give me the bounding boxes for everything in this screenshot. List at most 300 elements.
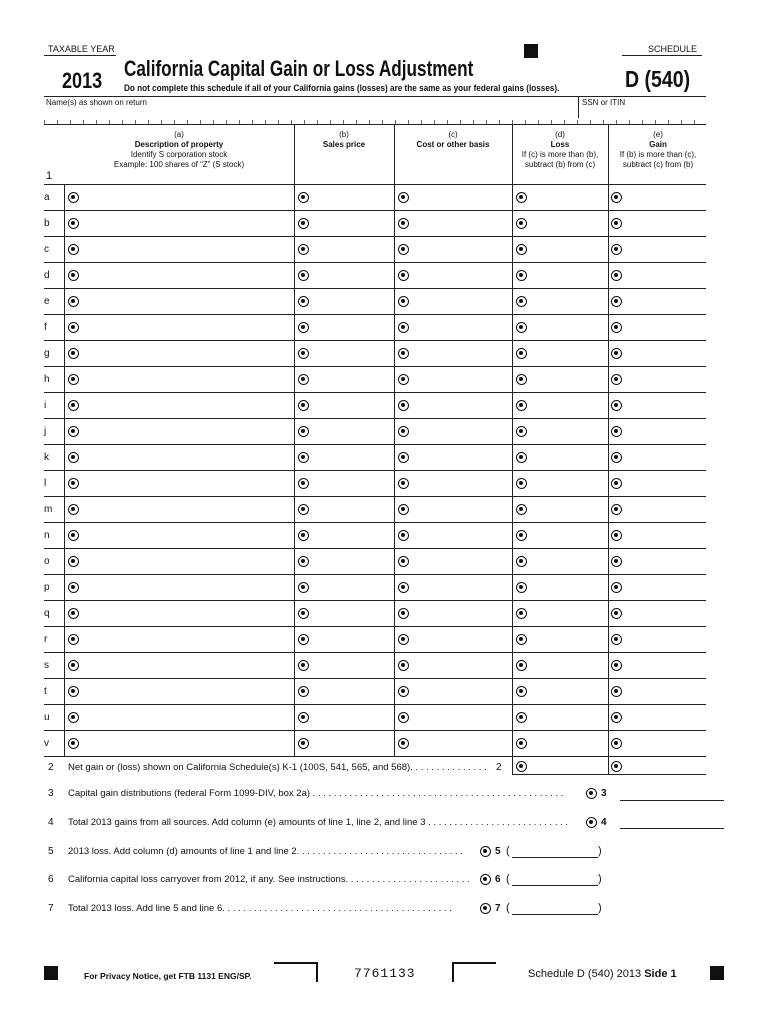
field-bullet-icon <box>68 478 79 489</box>
gain-field[interactable] <box>627 736 706 750</box>
cost-basis-field[interactable] <box>414 294 510 308</box>
gain-field[interactable] <box>627 502 706 516</box>
field-bullet-icon <box>611 556 622 567</box>
tick-mark <box>681 120 682 124</box>
tick-mark <box>239 120 240 124</box>
loss-field[interactable] <box>532 372 606 386</box>
column-divider <box>608 704 609 730</box>
cost-basis-field[interactable] <box>414 424 510 438</box>
column-divider <box>608 574 609 600</box>
loss-field[interactable] <box>532 502 606 516</box>
column-divider <box>64 418 65 444</box>
cost-basis-field[interactable] <box>414 580 510 594</box>
column-divider <box>512 210 513 236</box>
gain-field[interactable] <box>627 580 706 594</box>
tick-mark <box>460 120 461 124</box>
field-bullet-icon <box>68 426 79 437</box>
column-divider <box>394 288 395 314</box>
line-6-field[interactable] <box>512 872 598 886</box>
cost-basis-field[interactable] <box>414 736 510 750</box>
privacy-notice: For Privacy Notice, get FTB 1131 ENG/SP. <box>84 971 252 981</box>
sales-price-field[interactable] <box>314 294 392 308</box>
column-divider <box>64 262 65 288</box>
field-bullet-icon <box>68 556 79 567</box>
ssn-label: SSN or ITIN <box>582 98 626 107</box>
description-field[interactable] <box>84 580 290 594</box>
row-letter: l <box>44 478 47 489</box>
tick-mark <box>655 120 656 124</box>
cost-basis-field[interactable] <box>414 320 510 334</box>
row-letter: k <box>44 452 49 463</box>
column-divider <box>294 678 295 704</box>
column-divider <box>608 366 609 392</box>
sales-price-field[interactable] <box>314 372 392 386</box>
column-divider <box>608 678 609 704</box>
row-letter: r <box>44 634 48 645</box>
column-divider <box>394 392 395 418</box>
sales-price-field[interactable] <box>314 242 392 256</box>
sales-price-field[interactable] <box>314 528 392 542</box>
column-divider <box>64 236 65 262</box>
column-divider <box>394 418 395 444</box>
field-bullet-icon <box>298 192 309 203</box>
loss-field[interactable] <box>532 320 606 334</box>
field-bullet-icon <box>68 452 79 463</box>
tick-mark <box>44 120 45 124</box>
field-bullet-icon <box>611 660 622 671</box>
sales-price-field[interactable] <box>314 580 392 594</box>
field-bullet-icon <box>516 192 527 203</box>
description-field[interactable] <box>84 190 290 204</box>
field-bullet-icon <box>68 712 79 723</box>
line-7-open-paren: ( <box>506 902 510 914</box>
column-divider <box>512 236 513 262</box>
column-divider <box>294 314 295 340</box>
gain-field[interactable] <box>627 528 706 542</box>
column-divider <box>608 600 609 626</box>
sales-price-field[interactable] <box>314 346 392 360</box>
gain-field[interactable] <box>627 346 706 360</box>
gain-field[interactable] <box>627 320 706 334</box>
sales-price-field[interactable] <box>314 424 392 438</box>
field-bullet-icon <box>298 296 309 307</box>
field-bullet-icon <box>298 270 309 281</box>
loss-field[interactable] <box>532 398 606 412</box>
column-divider <box>64 314 65 340</box>
gain-field[interactable] <box>627 372 706 386</box>
loss-field[interactable] <box>532 242 606 256</box>
col-d-header: (d) Loss If (c) is more than (b), subtract (b) from (c) <box>521 130 599 169</box>
cost-basis-field[interactable] <box>414 216 510 230</box>
line-7-close-paren: ) <box>598 902 602 914</box>
cost-basis-field[interactable] <box>414 658 510 672</box>
column-divider <box>294 210 295 236</box>
gain-field[interactable] <box>627 216 706 230</box>
field-bullet-icon <box>516 712 527 723</box>
sales-price-field[interactable] <box>314 320 392 334</box>
column-divider <box>394 314 395 340</box>
line-5-open-paren: ( <box>506 845 510 857</box>
column-divider <box>512 730 513 756</box>
column-divider <box>394 262 395 288</box>
tick-mark <box>148 120 149 124</box>
description-field[interactable] <box>84 450 290 464</box>
field-bullet-icon <box>611 400 622 411</box>
column-divider <box>294 340 295 366</box>
column-divider <box>294 418 295 444</box>
column-divider <box>394 184 395 210</box>
field-bullet-icon <box>516 218 527 229</box>
tick-mark <box>161 120 162 124</box>
sales-price-field[interactable] <box>314 216 392 230</box>
table-row <box>0 340 770 366</box>
column-divider <box>394 340 395 366</box>
column-divider <box>64 574 65 600</box>
field-bullet-icon <box>298 660 309 671</box>
field-bullet-icon <box>398 686 409 697</box>
field-bullet-icon <box>611 452 622 463</box>
column-divider <box>394 678 395 704</box>
line-7-box-number: 7 <box>495 903 501 914</box>
field-bullet-icon <box>298 582 309 593</box>
description-field[interactable] <box>84 372 290 386</box>
loss-field[interactable] <box>532 684 606 698</box>
column-divider <box>394 626 395 652</box>
column-divider <box>394 496 395 522</box>
table-row <box>0 392 770 418</box>
gain-field[interactable] <box>627 450 706 464</box>
field-bullet-icon <box>68 608 79 619</box>
field-bullet-icon <box>68 322 79 333</box>
tick-mark <box>70 120 71 124</box>
sales-price-field[interactable] <box>314 476 392 490</box>
description-field[interactable] <box>84 606 290 620</box>
tick-mark <box>57 120 58 124</box>
tick-mark <box>577 120 578 124</box>
col-a-header: (a) Description of property Identify S corporation stock Example: 100 shares of “Z” (S stock) <box>113 130 245 169</box>
table-row <box>0 704 770 730</box>
column-divider <box>64 704 65 730</box>
gain-field[interactable] <box>627 294 706 308</box>
line-2-loss-bullet <box>516 761 527 772</box>
row-letter: a <box>44 192 50 203</box>
cost-basis-field[interactable] <box>414 554 510 568</box>
sales-price-field[interactable] <box>314 190 392 204</box>
cost-basis-field[interactable] <box>414 606 510 620</box>
names-label: Name(s) as shown on return <box>46 98 147 107</box>
description-field[interactable] <box>84 242 290 256</box>
field-bullet-icon <box>516 608 527 619</box>
table-row <box>0 652 770 678</box>
description-field[interactable] <box>84 502 290 516</box>
row-letter: h <box>44 374 50 385</box>
field-bullet-icon <box>298 738 309 749</box>
loss-field[interactable] <box>532 476 606 490</box>
gain-field[interactable] <box>627 476 706 490</box>
line-2-gain-field[interactable] <box>626 759 706 773</box>
field-bullet-icon <box>68 530 79 541</box>
tick-mark <box>668 120 669 124</box>
column-divider <box>394 574 395 600</box>
description-field[interactable] <box>84 268 290 282</box>
loss-field[interactable] <box>532 632 606 646</box>
field-bullet-icon <box>298 556 309 567</box>
column-divider <box>608 210 609 236</box>
field-bullet-icon <box>298 400 309 411</box>
cost-basis-field[interactable] <box>414 242 510 256</box>
column-divider <box>294 444 295 470</box>
loss-field[interactable] <box>532 346 606 360</box>
column-divider <box>394 366 395 392</box>
field-bullet-icon <box>68 504 79 515</box>
tick-mark <box>590 120 591 124</box>
description-field[interactable] <box>84 476 290 490</box>
field-bullet-icon <box>68 296 79 307</box>
line-2-text: Net gain or (loss) shown on California Schedule(s) K-1 (100S, 541, 565, and 568). . . . . . . . . . . . . . . <box>68 762 487 773</box>
tick-mark <box>629 120 630 124</box>
column-divider <box>608 548 609 574</box>
gain-field[interactable] <box>627 658 706 672</box>
field-bullet-icon <box>516 270 527 281</box>
loss-field[interactable] <box>532 606 606 620</box>
ssn-field[interactable] <box>582 108 702 120</box>
field-bullet-icon <box>398 426 409 437</box>
description-field[interactable] <box>84 398 290 412</box>
col-c-header: (c) Cost or other basis <box>416 130 490 149</box>
cost-basis-field[interactable] <box>414 632 510 646</box>
field-bullet-icon <box>398 348 409 359</box>
field-bullet-icon <box>516 374 527 385</box>
column-divider <box>512 704 513 730</box>
tick-mark <box>473 120 474 124</box>
gain-field[interactable] <box>627 190 706 204</box>
sales-price-field[interactable] <box>314 632 392 646</box>
sales-price-field[interactable] <box>314 658 392 672</box>
line-6-number: 6 <box>48 874 54 885</box>
schedule-label: SCHEDULE <box>648 44 698 54</box>
field-bullet-icon <box>298 244 309 255</box>
loss-field[interactable] <box>532 450 606 464</box>
column-divider <box>608 236 609 262</box>
field-bullet-icon <box>516 452 527 463</box>
tick-mark <box>421 120 422 124</box>
loss-field[interactable] <box>532 216 606 230</box>
column-divider <box>512 574 513 600</box>
tick-mark <box>382 120 383 124</box>
gain-field[interactable] <box>627 632 706 646</box>
sales-price-field[interactable] <box>314 398 392 412</box>
column-divider <box>294 548 295 574</box>
column-divider <box>512 496 513 522</box>
gain-field[interactable] <box>627 710 706 724</box>
field-bullet-icon <box>516 478 527 489</box>
sales-price-field[interactable] <box>314 736 392 750</box>
tick-mark <box>265 120 266 124</box>
line-5-field[interactable] <box>512 844 598 858</box>
column-divider <box>512 626 513 652</box>
cost-basis-field[interactable] <box>414 476 510 490</box>
sales-price-field[interactable] <box>314 710 392 724</box>
description-field[interactable] <box>84 216 290 230</box>
field-bullet-icon <box>611 322 622 333</box>
column-divider <box>608 418 609 444</box>
gain-field[interactable] <box>627 268 706 282</box>
line-4-bullet <box>586 817 597 828</box>
loss-field[interactable] <box>532 736 606 750</box>
field-bullet-icon <box>516 322 527 333</box>
sales-price-field[interactable] <box>314 502 392 516</box>
description-field[interactable] <box>84 710 290 724</box>
sales-price-field[interactable] <box>314 450 392 464</box>
description-field[interactable] <box>84 320 290 334</box>
line-3-field[interactable] <box>620 787 724 801</box>
column-divider <box>512 678 513 704</box>
field-bullet-icon <box>298 608 309 619</box>
tick-mark <box>135 120 136 124</box>
loss-field[interactable] <box>532 424 606 438</box>
row-divider <box>44 756 706 757</box>
line-4-field[interactable] <box>620 815 724 829</box>
field-bullet-icon <box>298 712 309 723</box>
table-row <box>0 600 770 626</box>
field-bullet-icon <box>398 712 409 723</box>
line-6-close-paren: ) <box>598 873 602 885</box>
column-divider <box>394 730 395 756</box>
line-7-bullet <box>480 903 491 914</box>
row-letter: j <box>44 426 47 437</box>
field-bullet-icon <box>398 738 409 749</box>
gain-field[interactable] <box>627 606 706 620</box>
column-divider <box>512 366 513 392</box>
sales-price-field[interactable] <box>314 268 392 282</box>
column-divider <box>64 522 65 548</box>
column-divider <box>512 262 513 288</box>
loss-field[interactable] <box>532 268 606 282</box>
description-field[interactable] <box>84 346 290 360</box>
sales-price-field[interactable] <box>314 684 392 698</box>
row-letter: q <box>44 608 50 619</box>
description-field[interactable] <box>84 658 290 672</box>
loss-field[interactable] <box>532 580 606 594</box>
table-row <box>0 522 770 548</box>
description-field[interactable] <box>84 528 290 542</box>
field-bullet-icon <box>611 270 622 281</box>
tick-mark <box>252 120 253 124</box>
field-bullet-icon <box>611 426 622 437</box>
description-field[interactable] <box>84 554 290 568</box>
line-6-bullet <box>480 874 491 885</box>
loss-field[interactable] <box>532 294 606 308</box>
column-divider <box>512 184 513 210</box>
row-letter: i <box>44 400 47 411</box>
names-field[interactable] <box>46 108 574 120</box>
row-letter: g <box>44 348 50 359</box>
line-4-box-number: 4 <box>601 817 607 828</box>
field-bullet-icon <box>68 218 79 229</box>
sales-price-field[interactable] <box>314 606 392 620</box>
sales-price-field[interactable] <box>314 554 392 568</box>
column-divider <box>512 392 513 418</box>
table-row <box>0 236 770 262</box>
line-5-number: 5 <box>48 846 54 857</box>
gain-field[interactable] <box>627 242 706 256</box>
field-bullet-icon <box>398 270 409 281</box>
field-bullet-icon <box>298 322 309 333</box>
field-bullet-icon <box>611 296 622 307</box>
line-7-number: 7 <box>48 903 54 914</box>
column-divider <box>294 236 295 262</box>
description-field[interactable] <box>84 424 290 438</box>
field-bullet-icon <box>298 348 309 359</box>
column-divider <box>608 314 609 340</box>
table-row <box>0 418 770 444</box>
description-field[interactable] <box>84 736 290 750</box>
form-title: California Capital Gain or Loss Adjustment <box>124 56 474 81</box>
loss-field[interactable] <box>532 528 606 542</box>
description-field[interactable] <box>84 684 290 698</box>
table-row <box>0 678 770 704</box>
footer-side: Schedule D (540) 2013 Side 1 <box>528 968 677 980</box>
tick-mark <box>616 120 617 124</box>
scan-bracket-right <box>452 962 496 982</box>
column-divider <box>608 626 609 652</box>
cost-basis-field[interactable] <box>414 684 510 698</box>
column-divider <box>394 444 395 470</box>
description-field[interactable] <box>84 632 290 646</box>
cost-basis-field[interactable] <box>414 502 510 516</box>
field-bullet-icon <box>611 530 622 541</box>
column-divider <box>512 600 513 626</box>
row-letter: s <box>44 660 49 671</box>
cost-basis-field[interactable] <box>414 372 510 386</box>
cost-basis-field[interactable] <box>414 528 510 542</box>
column-divider <box>64 600 65 626</box>
line-7-text: Total 2013 loss. Add line 5 and line 6. . . . . . . . . . . . . . . . . . . . . . . . . . . . . . . . . . . . . . . . . . . . <box>68 903 452 914</box>
column-divider <box>294 652 295 678</box>
loss-field[interactable] <box>532 554 606 568</box>
field-bullet-icon <box>398 192 409 203</box>
line-2-loss-field[interactable] <box>530 759 606 773</box>
column-divider <box>294 574 295 600</box>
cost-basis-field[interactable] <box>414 190 510 204</box>
cost-basis-field[interactable] <box>414 710 510 724</box>
tick-mark <box>356 120 357 124</box>
column-divider <box>294 392 295 418</box>
line-7-field[interactable] <box>512 901 598 915</box>
field-bullet-icon <box>516 634 527 645</box>
field-bullet-icon <box>298 218 309 229</box>
gain-field[interactable] <box>627 684 706 698</box>
column-divider <box>394 652 395 678</box>
column-divider <box>512 652 513 678</box>
loss-field[interactable] <box>532 710 606 724</box>
cost-basis-field[interactable] <box>414 268 510 282</box>
column-divider <box>608 262 609 288</box>
description-field[interactable] <box>84 294 290 308</box>
tick-mark <box>330 120 331 124</box>
loss-field[interactable] <box>532 658 606 672</box>
gain-field[interactable] <box>627 424 706 438</box>
cost-basis-field[interactable] <box>414 398 510 412</box>
gain-field[interactable] <box>627 398 706 412</box>
field-bullet-icon <box>68 400 79 411</box>
cost-basis-field[interactable] <box>414 450 510 464</box>
tick-mark <box>408 120 409 124</box>
gain-field[interactable] <box>627 554 706 568</box>
loss-field[interactable] <box>532 190 606 204</box>
column-divider <box>608 470 609 496</box>
cost-basis-field[interactable] <box>414 346 510 360</box>
